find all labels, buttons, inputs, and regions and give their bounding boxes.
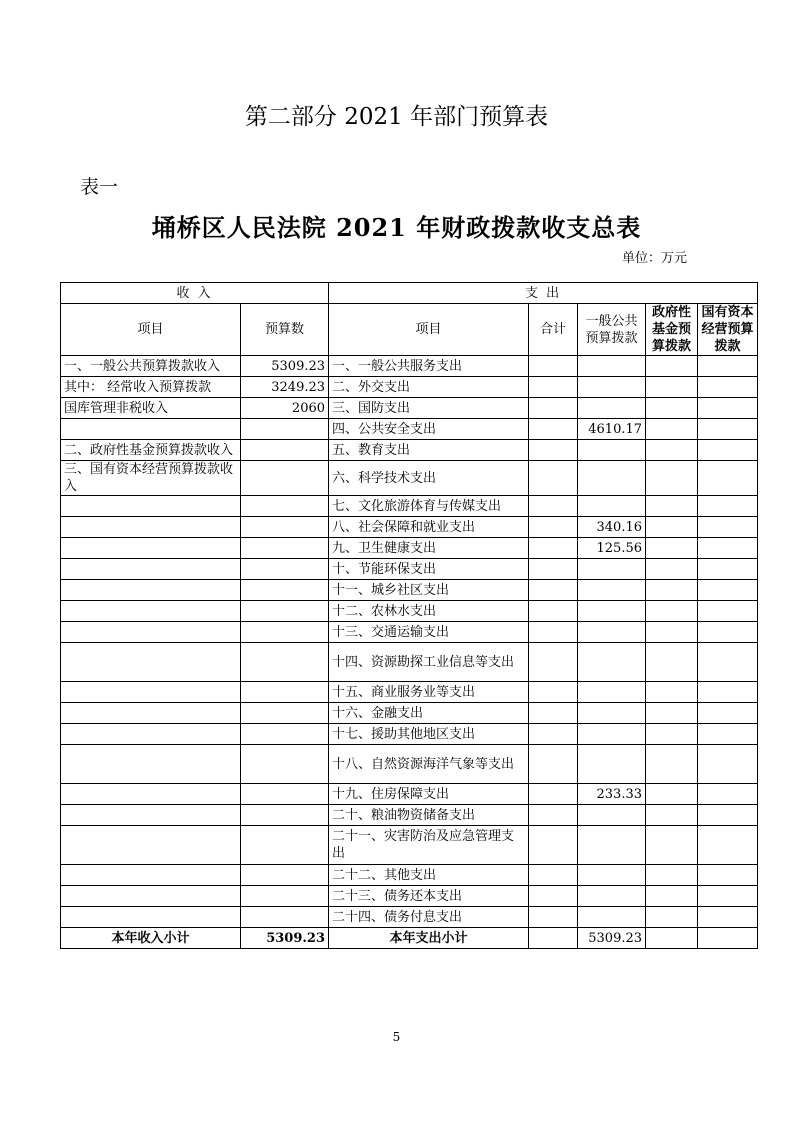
state-capital-cell <box>698 682 758 703</box>
income-amount-cell <box>241 496 329 517</box>
income-amount-cell: 2060 <box>241 398 329 419</box>
gov-fund-cell <box>646 622 698 643</box>
column-header-row <box>61 304 758 356</box>
income-amount-cell <box>241 643 329 682</box>
general-budget-cell <box>578 886 646 907</box>
total-cell <box>529 601 578 622</box>
gov-fund-cell <box>646 865 698 886</box>
income-item-cell <box>61 745 241 784</box>
state-capital-cell <box>698 784 758 805</box>
general-budget-cell <box>578 559 646 580</box>
total-cell <box>529 907 578 928</box>
gov-fund-cell <box>646 643 698 682</box>
table-row <box>61 538 758 559</box>
general-budget-cell: 4610.17 <box>578 419 646 440</box>
state-capital-cell <box>698 496 758 517</box>
gov-fund-cell <box>646 745 698 784</box>
page-title: 埇桥区人民法院 2021 年财政拨款收支总表 <box>151 213 642 242</box>
expense-item-cell: 五、教育支出 <box>329 440 529 461</box>
general-budget-cell: 340.16 <box>578 517 646 538</box>
total-header: 合计 <box>529 304 578 356</box>
table-row <box>61 419 758 440</box>
gov-fund-cell <box>646 682 698 703</box>
table-row <box>61 517 758 538</box>
expense-item-cell: 十八、自然资源海洋气象等支出 <box>329 745 529 784</box>
table-row <box>61 784 758 805</box>
table-row <box>61 865 758 886</box>
income-amount-cell <box>241 580 329 601</box>
income-item-cell: 三、国有资本经营预算拨款收入 <box>61 461 241 496</box>
gov-fund-cell <box>646 461 698 496</box>
gov-fund-cell <box>646 419 698 440</box>
state-capital-cell <box>698 419 758 440</box>
income-amount-cell <box>241 826 329 865</box>
gov-fund-cell <box>646 559 698 580</box>
unit-label: 单位：万元 <box>622 251 688 266</box>
income-amount-cell <box>241 805 329 826</box>
total-cell <box>529 580 578 601</box>
table-row <box>61 703 758 724</box>
income-amount-cell <box>241 440 329 461</box>
table-row <box>61 496 758 517</box>
expense-item-header: 项目 <box>329 304 529 356</box>
gov-fund-cell <box>646 440 698 461</box>
table-row <box>61 398 758 419</box>
state-capital-cell <box>698 559 758 580</box>
income-amount-cell <box>241 886 329 907</box>
table-row <box>61 356 758 377</box>
expense-section-header: 支 出 <box>329 283 758 304</box>
table-row <box>61 805 758 826</box>
general-budget-header: 一般公共预算拨款 <box>578 304 646 356</box>
state-capital-cell <box>698 356 758 377</box>
state-capital-cell <box>698 643 758 682</box>
total-cell <box>529 865 578 886</box>
table-row <box>61 886 758 907</box>
expense-item-cell: 十九、住房保障支出 <box>329 784 529 805</box>
expense-item-cell: 二十一、灾害防治及应急管理支出 <box>329 826 529 865</box>
income-amount-cell <box>241 745 329 784</box>
total-cell <box>529 419 578 440</box>
expense-item-cell: 六、科学技术支出 <box>329 461 529 496</box>
expense-item-cell: 十四、资源勘探工业信息等支出 <box>329 643 529 682</box>
income-amount-cell <box>241 682 329 703</box>
general-budget-cell <box>578 865 646 886</box>
expense-item-cell: 十五、商业服务业等支出 <box>329 682 529 703</box>
general-budget-cell <box>578 496 646 517</box>
income-item-cell <box>61 517 241 538</box>
income-subtotal-label: 本年收入小计 <box>61 928 241 949</box>
gov-fund-cell <box>646 907 698 928</box>
gov-fund-header: 政府性基金预算拨款 <box>646 304 698 356</box>
general-budget-cell <box>578 826 646 865</box>
total-cell <box>529 440 578 461</box>
income-amount-cell <box>241 601 329 622</box>
expense-item-cell: 十七、援助其他地区支出 <box>329 724 529 745</box>
state-capital-cell <box>698 398 758 419</box>
state-capital-cell <box>698 377 758 398</box>
general-budget-cell <box>578 398 646 419</box>
income-amount-cell: 5309.23 <box>241 356 329 377</box>
total-cell <box>529 538 578 559</box>
section-header-row <box>61 283 758 304</box>
table-row <box>61 601 758 622</box>
total-row <box>61 928 758 949</box>
expense-item-cell: 三、国防支出 <box>329 398 529 419</box>
expense-item-cell: 一、一般公共服务支出 <box>329 356 529 377</box>
total-cell <box>529 377 578 398</box>
income-amount-cell <box>241 907 329 928</box>
state-capital-header: 国有资本经营预算拨款 <box>698 304 758 356</box>
gov-fund-cell <box>646 496 698 517</box>
table-row <box>61 724 758 745</box>
gov-fund-cell <box>646 517 698 538</box>
gov-fund-cell <box>646 538 698 559</box>
general-budget-cell <box>578 724 646 745</box>
income-item-cell <box>61 601 241 622</box>
general-budget-cell <box>578 682 646 703</box>
expense-item-cell: 二十、粮油物资储备支出 <box>329 805 529 826</box>
budget-table <box>60 282 758 949</box>
total-cell <box>529 805 578 826</box>
expense-item-cell: 九、卫生健康支出 <box>329 538 529 559</box>
state-capital-cell <box>698 517 758 538</box>
total-cell <box>529 682 578 703</box>
income-budget-header: 预算数 <box>241 304 329 356</box>
state-capital-cell <box>698 745 758 784</box>
gov-fund-cell <box>646 886 698 907</box>
income-item-cell <box>61 703 241 724</box>
expense-subtotal-total <box>529 928 578 949</box>
general-budget-cell <box>578 377 646 398</box>
income-item-cell <box>61 865 241 886</box>
income-amount-cell <box>241 538 329 559</box>
table-row <box>61 580 758 601</box>
income-item-cell: 国库管理非税收入 <box>61 398 241 419</box>
income-item-cell: 一、一般公共预算拨款收入 <box>61 356 241 377</box>
table-row <box>61 643 758 682</box>
income-amount-cell <box>241 865 329 886</box>
total-cell <box>529 745 578 784</box>
total-cell <box>529 496 578 517</box>
expense-item-cell: 十三、交通运输支出 <box>329 622 529 643</box>
expense-item-cell: 四、公共安全支出 <box>329 419 529 440</box>
expense-item-cell: 十六、金融支出 <box>329 703 529 724</box>
page-number: 5 <box>392 1030 401 1044</box>
income-amount-cell <box>241 622 329 643</box>
income-amount-cell <box>241 517 329 538</box>
gov-fund-cell <box>646 826 698 865</box>
table-row <box>61 907 758 928</box>
income-amount-cell <box>241 703 329 724</box>
expense-item-cell: 二十四、债务付息支出 <box>329 907 529 928</box>
general-budget-cell <box>578 745 646 784</box>
income-amount-cell <box>241 419 329 440</box>
total-cell <box>529 784 578 805</box>
table-row <box>61 826 758 865</box>
general-budget-cell: 125.56 <box>578 538 646 559</box>
income-item-cell <box>61 784 241 805</box>
general-budget-cell <box>578 643 646 682</box>
expense-item-cell: 十二、农林水支出 <box>329 601 529 622</box>
income-item-cell: 二、政府性基金预算拨款收入 <box>61 440 241 461</box>
income-item-cell <box>61 419 241 440</box>
state-capital-cell <box>698 886 758 907</box>
general-budget-cell <box>578 440 646 461</box>
income-section-header: 收 入 <box>61 283 329 304</box>
general-budget-cell: 233.33 <box>578 784 646 805</box>
gov-fund-cell <box>646 377 698 398</box>
expense-item-cell: 二、外交支出 <box>329 377 529 398</box>
gov-fund-cell <box>646 724 698 745</box>
gov-fund-cell <box>646 601 698 622</box>
expense-item-cell: 八、社会保障和就业支出 <box>329 517 529 538</box>
state-capital-cell <box>698 440 758 461</box>
income-amount-cell: 3249.23 <box>241 377 329 398</box>
table-row <box>61 559 758 580</box>
expense-subtotal-gov-fund <box>646 928 698 949</box>
income-item-cell <box>61 559 241 580</box>
expense-subtotal-label: 本年支出小计 <box>329 928 529 949</box>
state-capital-cell <box>698 538 758 559</box>
total-cell <box>529 356 578 377</box>
total-cell <box>529 517 578 538</box>
state-capital-cell <box>698 724 758 745</box>
total-cell <box>529 461 578 496</box>
income-item-cell <box>61 682 241 703</box>
table-row <box>61 622 758 643</box>
income-item-cell <box>61 580 241 601</box>
income-item-cell <box>61 724 241 745</box>
expense-item-cell: 七、文化旅游体育与传媒支出 <box>329 496 529 517</box>
income-item-cell <box>61 826 241 865</box>
table-row <box>61 682 758 703</box>
income-amount-cell <box>241 724 329 745</box>
income-item-cell: 其中： 经常收入预算拨款 <box>61 377 241 398</box>
expense-subtotal-state-capital <box>698 928 758 949</box>
total-cell <box>529 826 578 865</box>
table-row <box>61 461 758 496</box>
state-capital-cell <box>698 622 758 643</box>
general-budget-cell <box>578 580 646 601</box>
gov-fund-cell <box>646 580 698 601</box>
income-item-cell <box>61 538 241 559</box>
income-amount-cell <box>241 784 329 805</box>
general-budget-cell <box>578 805 646 826</box>
table-label: 表一 <box>80 176 119 198</box>
state-capital-cell <box>698 865 758 886</box>
state-capital-cell <box>698 461 758 496</box>
general-budget-cell <box>578 461 646 496</box>
table-row <box>61 440 758 461</box>
state-capital-cell <box>698 805 758 826</box>
expense-subtotal-general: 5309.23 <box>578 928 646 949</box>
total-cell <box>529 559 578 580</box>
table-row <box>61 745 758 784</box>
expense-item-cell: 二十二、其他支出 <box>329 865 529 886</box>
state-capital-cell <box>698 580 758 601</box>
gov-fund-cell <box>646 784 698 805</box>
gov-fund-cell <box>646 356 698 377</box>
total-cell <box>529 622 578 643</box>
total-cell <box>529 886 578 907</box>
general-budget-cell <box>578 703 646 724</box>
income-item-header: 项目 <box>61 304 241 356</box>
expense-item-cell: 十、节能环保支出 <box>329 559 529 580</box>
income-amount-cell <box>241 461 329 496</box>
table-row <box>61 377 758 398</box>
general-budget-cell <box>578 601 646 622</box>
income-item-cell <box>61 805 241 826</box>
income-item-cell <box>61 622 241 643</box>
expense-item-cell: 十一、城乡社区支出 <box>329 580 529 601</box>
expense-item-cell: 二十三、债务还本支出 <box>329 886 529 907</box>
income-subtotal-amount: 5309.23 <box>241 928 329 949</box>
state-capital-cell <box>698 703 758 724</box>
total-cell <box>529 643 578 682</box>
state-capital-cell <box>698 826 758 865</box>
general-budget-cell <box>578 622 646 643</box>
income-item-cell <box>61 886 241 907</box>
general-budget-cell <box>578 907 646 928</box>
income-item-cell <box>61 496 241 517</box>
total-cell <box>529 703 578 724</box>
income-item-cell <box>61 643 241 682</box>
total-cell <box>529 398 578 419</box>
part-title: 第二部分 2021 年部门预算表 <box>244 104 549 130</box>
state-capital-cell <box>698 601 758 622</box>
state-capital-cell <box>698 907 758 928</box>
gov-fund-cell <box>646 398 698 419</box>
total-cell <box>529 724 578 745</box>
general-budget-cell <box>578 356 646 377</box>
income-amount-cell <box>241 559 329 580</box>
gov-fund-cell <box>646 805 698 826</box>
gov-fund-cell <box>646 703 698 724</box>
income-item-cell <box>61 907 241 928</box>
